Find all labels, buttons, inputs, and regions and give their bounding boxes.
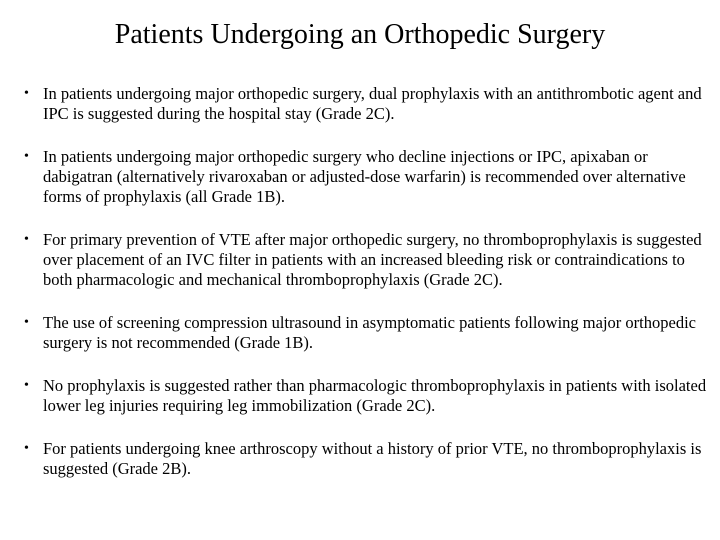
bullet-icon: •	[24, 315, 29, 330]
bullet-item	[0, 439, 720, 479]
bullet-text: In patients undergoing major orthopedic surgery who decline injections or IPC, apixaban or dabigatran (alternatively rivaroxaban or adjusted-dose warfarin) is recommended over alternative forms of prophylaxis (all Grade 1B).	[43, 147, 686, 206]
bullet-item	[0, 376, 720, 416]
bullet-text: The use of screening compression ultrasound in asymptomatic patients following major orthopedic surgery is not recommended (Grade 1B).	[43, 313, 696, 352]
slide-title: Patients Undergoing an Orthopedic Surgery	[114, 19, 606, 50]
bullet-text: In patients undergoing major orthopedic surgery, dual prophylaxis with an antithrombotic agent and IPC is suggested during the hospital stay (Grade 2C).	[43, 84, 702, 123]
bullet-icon: •	[24, 441, 29, 456]
bullet-text: For patients undergoing knee arthroscopy without a history of prior VTE, no thromboprophylaxis is suggested (Grade 2B).	[43, 439, 702, 478]
bullet-icon: •	[24, 86, 29, 101]
bullet-list	[0, 84, 720, 502]
bullet-icon: •	[24, 378, 29, 393]
bullet-icon: •	[24, 232, 29, 247]
bullet-item	[0, 84, 720, 124]
bullet-item	[0, 230, 720, 290]
bullet-item	[0, 313, 720, 353]
bullet-item	[0, 147, 720, 207]
bullet-text: For primary prevention of VTE after major orthopedic surgery, no thromboprophylaxis is suggested over placement of an IVC filter in patients with an increased bleeding risk or contraindications to both pharmacologic and mechanical thromboprophylaxis (Grade 2C).	[43, 230, 702, 289]
bullet-text: No prophylaxis is suggested rather than pharmacologic thromboprophylaxis in patients with isolated lower leg injuries requiring leg immobilization (Grade 2C).	[43, 376, 707, 415]
bullet-icon: •	[24, 149, 29, 164]
